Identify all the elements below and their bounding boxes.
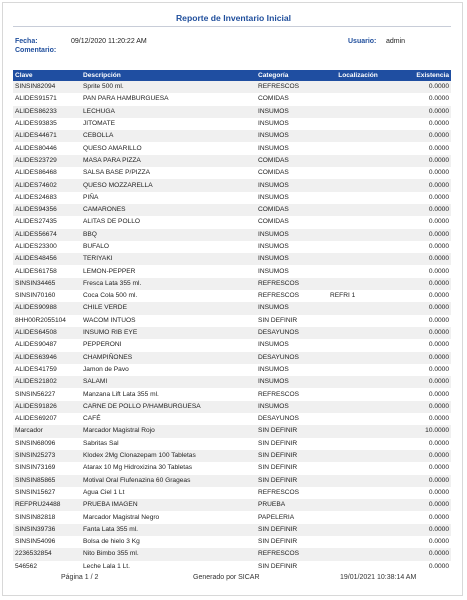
existencia-cell: 0.0000	[388, 106, 451, 118]
table-row	[13, 401, 451, 413]
table-row	[13, 192, 451, 204]
fecha-label: Fecha:	[15, 38, 38, 45]
clave-cell: SINSIN70160	[13, 290, 81, 302]
table-row	[13, 388, 451, 400]
table-row	[13, 278, 451, 290]
clave-cell: SINSIN54096	[13, 536, 81, 548]
clave-cell: ALIDES41759	[13, 364, 81, 376]
clave-cell: SINSIN56227	[13, 388, 81, 400]
localizacion-cell	[328, 265, 388, 277]
localizacion-cell	[328, 155, 388, 167]
table-row	[13, 536, 451, 548]
existencia-cell: 0.0000	[388, 536, 451, 548]
existencia-cell: 0.0000	[388, 130, 451, 142]
existencia-cell: 0.0000	[388, 253, 451, 265]
categoria-cell: INSUMOS	[256, 192, 328, 204]
descripcion-cell: BBQ	[81, 229, 256, 241]
existencia-cell: 0.0000	[388, 548, 451, 560]
clave-cell: ALIDES27435	[13, 216, 81, 228]
table-row	[13, 450, 451, 462]
table-row	[13, 425, 451, 437]
localizacion-cell	[328, 425, 388, 437]
localizacion-cell	[328, 364, 388, 376]
report-timestamp: 19/01/2021 10:38:14 AM	[340, 574, 417, 581]
descripcion-cell: Motival Oral Flufenazina 60 Grageas	[81, 475, 256, 487]
descripcion-cell: Agua Ciel 1 Lt	[81, 487, 256, 499]
localizacion-cell	[328, 106, 388, 118]
table-row	[13, 511, 451, 523]
usuario-value: admin	[386, 38, 406, 45]
clave-cell: ALIDES56674	[13, 229, 81, 241]
existencia-cell: 0.0000	[388, 241, 451, 253]
categoria-cell: INSUMOS	[256, 179, 328, 191]
clave-cell: SINSIN85865	[13, 475, 81, 487]
categoria-cell: SIN DEFINIR	[256, 462, 328, 474]
report-title: Reporte de Inventario Inicial	[175, 13, 292, 23]
table-row	[13, 229, 451, 241]
localizacion-cell	[328, 548, 388, 560]
localizacion-cell	[328, 450, 388, 462]
clave-cell: SINSIN15627	[13, 487, 81, 499]
clave-cell: ALIDES90988	[13, 302, 81, 314]
fecha-value: 09/12/2020 11:20:22 AM	[71, 38, 147, 45]
categoria-cell: INSUMOS	[256, 229, 328, 241]
comentario-label: Comentario:	[15, 47, 57, 54]
categoria-cell: REFRESCOS	[256, 81, 328, 93]
descripcion-cell: CHAMPIÑONES	[81, 352, 256, 364]
generated-by: Generado por SICAR	[193, 574, 260, 581]
localizacion-cell	[328, 130, 388, 142]
localizacion-cell	[328, 524, 388, 536]
existencia-cell: 0.0000	[388, 179, 451, 191]
localizacion-cell	[328, 401, 388, 413]
descripcion-cell: CAFÉ	[81, 413, 256, 425]
existencia-cell: 0.0000	[388, 315, 451, 327]
descripcion-cell: Klodex 2Mg Clonazepam 100 Tabletas	[81, 450, 256, 462]
descripcion-cell: ALITAS DE POLLO	[81, 216, 256, 228]
categoria-cell: PRUEBA	[256, 499, 328, 511]
clave-cell: SINSIN73169	[13, 462, 81, 474]
table-row	[13, 253, 451, 265]
table-header-row	[13, 70, 451, 81]
categoria-cell: INSUMOS	[256, 376, 328, 388]
existencia-cell: 0.0000	[388, 290, 451, 302]
existencia-cell: 0.0000	[388, 167, 451, 179]
table-row	[13, 327, 451, 339]
existencia-cell: 0.0000	[388, 524, 451, 536]
table-row	[13, 265, 451, 277]
clave-cell: SINSIN34465	[13, 278, 81, 290]
categoria-cell: SIN DEFINIR	[256, 450, 328, 462]
localizacion-cell	[328, 167, 388, 179]
existencia-cell: 0.0000	[388, 327, 451, 339]
descripcion-cell: Atarax 10 Mg Hidroxizina 30 Tabletas	[81, 462, 256, 474]
localizacion-cell	[328, 204, 388, 216]
table-row	[13, 352, 451, 364]
table-row	[13, 290, 451, 302]
descripcion-cell: Marcador Magistral Negro	[81, 511, 256, 523]
table-row	[13, 93, 451, 105]
table-row	[13, 339, 451, 351]
descripcion-cell: Leche Lala 1 Lt.	[81, 561, 256, 573]
inventory-table	[13, 70, 451, 573]
existencia-cell: 0.0000	[388, 302, 451, 314]
categoria-cell: INSUMOS	[256, 130, 328, 142]
usuario-label: Usuario:	[348, 38, 377, 45]
localizacion-cell	[328, 438, 388, 450]
descripcion-cell: PIÑA	[81, 192, 256, 204]
descripcion-cell: QUESO AMARILLO	[81, 142, 256, 154]
categoria-cell: INSUMOS	[256, 364, 328, 376]
descripcion-cell: LECHUGA	[81, 106, 256, 118]
existencia-cell: 0.0000	[388, 93, 451, 105]
clave-cell: SINSIN68096	[13, 438, 81, 450]
table-row	[13, 315, 451, 327]
categoria-cell: REFRESCOS	[256, 487, 328, 499]
clave-cell: 8HH00R2055104	[13, 315, 81, 327]
existencia-cell: 0.0000	[388, 462, 451, 474]
localizacion-cell	[328, 216, 388, 228]
categoria-cell: INSUMOS	[256, 302, 328, 314]
descripcion-cell: PEPPERONI	[81, 339, 256, 351]
categoria-cell: SIN DEFINIR	[256, 524, 328, 536]
table-row	[13, 167, 451, 179]
descripcion-cell: SALAMI	[81, 376, 256, 388]
descripcion-cell: Marcador Magistral Rojo	[81, 425, 256, 437]
existencia-cell: 0.0000	[388, 278, 451, 290]
categoria-cell: COMIDAS	[256, 204, 328, 216]
descripcion-cell: Bolsa de hielo 3 Kg	[81, 536, 256, 548]
clave-cell: SINSIN82094	[13, 81, 81, 93]
descripcion-cell: Sprite 500 ml.	[81, 81, 256, 93]
categoria-cell: COMIDAS	[256, 93, 328, 105]
table-row	[13, 179, 451, 191]
table-row	[13, 216, 451, 228]
clave-cell: ALIDES63946	[13, 352, 81, 364]
existencia-cell: 0.0000	[388, 438, 451, 450]
clave-cell: REFPRU24488	[13, 499, 81, 511]
existencia-cell: 0.0000	[388, 339, 451, 351]
clave-cell: ALIDES64508	[13, 327, 81, 339]
categoria-cell: COMIDAS	[256, 216, 328, 228]
categoria-cell: SIN DEFINIR	[256, 561, 328, 573]
localizacion-cell	[328, 499, 388, 511]
existencia-cell: 0.0000	[388, 204, 451, 216]
descripcion-cell: Jamon de Pavo	[81, 364, 256, 376]
localizacion-cell	[328, 376, 388, 388]
clave-cell: ALIDES74602	[13, 179, 81, 191]
clave-cell: ALIDES86468	[13, 167, 81, 179]
table-row	[13, 81, 451, 93]
descripcion-cell: Fanta Lata 355 ml.	[81, 524, 256, 536]
categoria-cell: DESAYUNOS	[256, 327, 328, 339]
categoria-cell: SIN DEFINIR	[256, 438, 328, 450]
localizacion-cell	[328, 327, 388, 339]
localizacion-cell	[328, 315, 388, 327]
categoria-cell: SIN DEFINIR	[256, 536, 328, 548]
categoria-cell: SIN DEFINIR	[256, 475, 328, 487]
categoria-cell: REFRESCOS	[256, 278, 328, 290]
clave-cell: SINSIN39736	[13, 524, 81, 536]
table-row	[13, 475, 451, 487]
table-row	[13, 155, 451, 167]
existencia-cell: 0.0000	[388, 155, 451, 167]
localizacion-cell	[328, 179, 388, 191]
existencia-cell: 0.0000	[388, 229, 451, 241]
clave-cell: ALIDES86233	[13, 106, 81, 118]
clave-cell: Marcador	[13, 425, 81, 437]
categoria-cell: INSUMOS	[256, 339, 328, 351]
localizacion-cell	[328, 302, 388, 314]
table-row	[13, 302, 451, 314]
col-clave-header: Clave	[13, 70, 81, 81]
descripcion-cell: Coca Cola 500 ml.	[81, 290, 256, 302]
descripcion-cell: LEMON-PEPPER	[81, 265, 256, 277]
existencia-cell: 0.0000	[388, 561, 451, 573]
localizacion-cell	[328, 475, 388, 487]
table-row	[13, 142, 451, 154]
clave-cell: SINSIN82818	[13, 511, 81, 523]
descripcion-cell: TERIYAKI	[81, 253, 256, 265]
clave-cell: 2236532854	[13, 548, 81, 560]
descripcion-cell: PRUEBA IMAGEN	[81, 499, 256, 511]
table-body	[13, 81, 451, 573]
categoria-cell: COMIDAS	[256, 155, 328, 167]
categoria-cell: SIN DEFINIR	[256, 315, 328, 327]
existencia-cell: 0.0000	[388, 450, 451, 462]
table-row	[13, 241, 451, 253]
clave-cell: ALIDES24683	[13, 192, 81, 204]
descripcion-cell: Manzana Lift Lata 355 ml.	[81, 388, 256, 400]
clave-cell: ALIDES90487	[13, 339, 81, 351]
localizacion-cell	[328, 339, 388, 351]
localizacion-cell	[328, 536, 388, 548]
table-row	[13, 548, 451, 560]
existencia-cell: 0.0000	[388, 142, 451, 154]
existencia-cell: 0.0000	[388, 81, 451, 93]
existencia-cell: 0.0000	[388, 388, 451, 400]
descripcion-cell: SALSA BASE P/PIZZA	[81, 167, 256, 179]
clave-cell: ALIDES94356	[13, 204, 81, 216]
clave-cell: ALIDES69207	[13, 413, 81, 425]
col-descripcion-header: Descripción	[81, 70, 256, 81]
existencia-cell: 0.0000	[388, 118, 451, 130]
categoria-cell: INSUMOS	[256, 401, 328, 413]
localizacion-cell	[328, 462, 388, 474]
table-row	[13, 364, 451, 376]
existencia-cell: 0.0000	[388, 413, 451, 425]
categoria-cell: PAPELERIA	[256, 511, 328, 523]
col-localizacion-header: Localización	[328, 70, 388, 81]
existencia-cell: 0.0000	[388, 475, 451, 487]
localizacion-cell	[328, 192, 388, 204]
categoria-cell: REFRESCOS	[256, 388, 328, 400]
clave-cell: ALIDES93835	[13, 118, 81, 130]
localizacion-cell	[328, 352, 388, 364]
localizacion-cell	[328, 413, 388, 425]
existencia-cell: 0.0000	[388, 364, 451, 376]
descripcion-cell: CAMARONES	[81, 204, 256, 216]
descripcion-cell: Fresca Lata 355 ml.	[81, 278, 256, 290]
table-row	[13, 106, 451, 118]
table-row	[13, 561, 451, 573]
localizacion-cell	[328, 93, 388, 105]
existencia-cell: 0.0000	[388, 216, 451, 228]
descripcion-cell: JITOMATE	[81, 118, 256, 130]
clave-cell: ALIDES61758	[13, 265, 81, 277]
existencia-cell: 0.0000	[388, 487, 451, 499]
existencia-cell: 10.0000	[388, 425, 451, 437]
clave-cell: ALIDES48456	[13, 253, 81, 265]
table-row	[13, 524, 451, 536]
localizacion-cell	[328, 229, 388, 241]
categoria-cell: INSUMOS	[256, 241, 328, 253]
localizacion-cell	[328, 511, 388, 523]
table-row	[13, 376, 451, 388]
clave-cell: ALIDES91826	[13, 401, 81, 413]
categoria-cell: DESAYUNOS	[256, 413, 328, 425]
col-existencia-header: Existencia	[388, 70, 451, 81]
clave-cell: ALIDES23300	[13, 241, 81, 253]
categoria-cell: REFRESCOS	[256, 548, 328, 560]
title-divider	[13, 26, 451, 27]
table-row	[13, 204, 451, 216]
table-row	[13, 130, 451, 142]
categoria-cell: SIN DEFINIR	[256, 425, 328, 437]
localizacion-cell	[328, 241, 388, 253]
existencia-cell: 0.0000	[388, 376, 451, 388]
table-row	[13, 487, 451, 499]
localizacion-cell	[328, 142, 388, 154]
existencia-cell: 0.0000	[388, 511, 451, 523]
existencia-cell: 0.0000	[388, 265, 451, 277]
clave-cell: ALIDES91571	[13, 93, 81, 105]
localizacion-cell	[328, 278, 388, 290]
descripcion-cell: PAN PARA HAMBURGUESA	[81, 93, 256, 105]
clave-cell: ALIDES44671	[13, 130, 81, 142]
descripcion-cell: CEBOLLA	[81, 130, 256, 142]
table-row	[13, 118, 451, 130]
categoria-cell: INSUMOS	[256, 118, 328, 130]
localizacion-cell	[328, 561, 388, 573]
table-row	[13, 499, 451, 511]
clave-cell: ALIDES21802	[13, 376, 81, 388]
descripcion-cell: Nito Bimbo 355 ml.	[81, 548, 256, 560]
localizacion-cell	[328, 388, 388, 400]
categoria-cell: INSUMOS	[256, 106, 328, 118]
descripcion-cell: QUESO MOZZARELLA	[81, 179, 256, 191]
existencia-cell: 0.0000	[388, 192, 451, 204]
descripcion-cell: INSUMO RIB EYE	[81, 327, 256, 339]
localizacion-cell	[328, 487, 388, 499]
clave-cell: 546562	[13, 561, 81, 573]
localizacion-cell: REFRI 1	[328, 290, 388, 302]
page-number: Página 1 / 2	[61, 574, 99, 581]
localizacion-cell	[328, 81, 388, 93]
descripcion-cell: BUFALO	[81, 241, 256, 253]
existencia-cell: 0.0000	[388, 352, 451, 364]
table-row	[13, 413, 451, 425]
categoria-cell: INSUMOS	[256, 253, 328, 265]
descripcion-cell: CARNE DE POLLO P/HAMBURGUESA	[81, 401, 256, 413]
categoria-cell: INSUMOS	[256, 142, 328, 154]
existencia-cell: 0.0000	[388, 401, 451, 413]
descripcion-cell: MASA PARA PIZZA	[81, 155, 256, 167]
clave-cell: ALIDES23729	[13, 155, 81, 167]
table-row	[13, 462, 451, 474]
categoria-cell: REFRESCOS	[256, 290, 328, 302]
localizacion-cell	[328, 118, 388, 130]
clave-cell: SINSIN25273	[13, 450, 81, 462]
categoria-cell: COMIDAS	[256, 167, 328, 179]
table-row	[13, 438, 451, 450]
categoria-cell: INSUMOS	[256, 265, 328, 277]
descripcion-cell: WACOM INTUOS	[81, 315, 256, 327]
localizacion-cell	[328, 253, 388, 265]
descripcion-cell: CHILE VERDE	[81, 302, 256, 314]
col-categoria-header: Categoría	[256, 70, 328, 81]
categoria-cell: DESAYUNOS	[256, 352, 328, 364]
clave-cell: ALIDES80446	[13, 142, 81, 154]
descripcion-cell: Sabritas Sal	[81, 438, 256, 450]
existencia-cell: 0.0000	[388, 499, 451, 511]
